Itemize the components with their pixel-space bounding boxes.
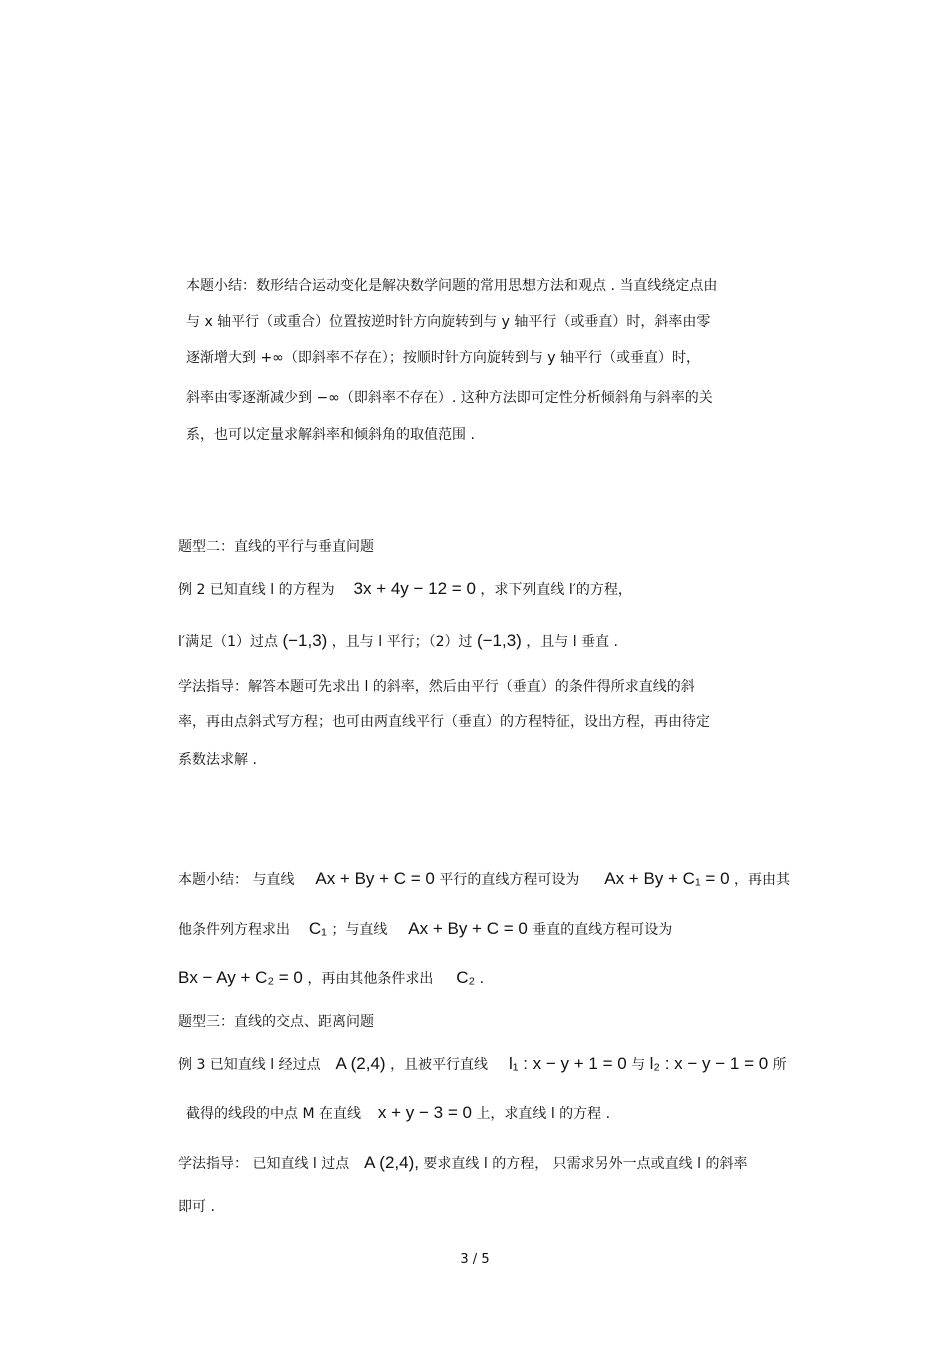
point-a: A (2,4) — [335, 1054, 386, 1073]
summary1-line5: 系，也可以定量求解斜率和倾斜角的取值范围 . — [186, 427, 475, 443]
equation-parallel: Ax + By + C₁ = 0 — [604, 869, 730, 888]
summary2-b2: ；与直线 — [331, 922, 388, 938]
summary2-a2: 平行的直线方程可设为 — [439, 872, 580, 888]
summary2-line1 — [178, 869, 790, 890]
example3-part4: 所 — [772, 1057, 787, 1073]
constant-c1: C₁ — [308, 919, 327, 938]
conditions-part-c: ，且与 l 垂直 . — [526, 634, 618, 650]
summary2-a1: 本题小结： 与直线 — [178, 872, 295, 888]
guide3-point: A (2,4), — [364, 1153, 419, 1172]
example2-equation: 3x + 4y − 12 = 0 — [353, 579, 476, 598]
summary1-line4: 斜率由零逐渐减少到 −∞（即斜率不存在）. 这种方法即可定性分析倾斜角与斜率的关 — [186, 390, 713, 406]
summary1-line1: 本题小结：数形结合运动变化是解决数学问题的常用思想方法和观点 . 当直线绕定点由 — [186, 278, 718, 294]
guide2-line2: 率，再由点斜式写方程；也可由两直线平行（垂直）的方程特征，设出方程，再由待定 — [178, 714, 710, 730]
example3-line1 — [178, 1054, 787, 1075]
summary2-a3: ，再由其 — [733, 872, 790, 888]
example3-part2: ，且被平行直线 — [390, 1057, 489, 1073]
example3-line2 — [186, 1103, 610, 1124]
page-number: 3 / 5 — [460, 1252, 490, 1267]
summary2-line2 — [178, 919, 672, 940]
section2-heading: 题型二：直线的平行与垂直问题 — [178, 539, 374, 555]
example2-line — [178, 579, 632, 600]
guide2-line3: 系数法求解 . — [178, 752, 257, 768]
summary2-b1: 他条件列方程求出 — [178, 922, 290, 938]
summary1-line3: 逐渐增大到 +∞（即斜率不存在）；按顺时针方向旋转到与 y 轴平行（或垂直）时， — [186, 350, 701, 366]
constant-c2: C₂ — [456, 968, 476, 987]
summary2-c4: . — [479, 971, 485, 987]
example2-prefix: 例 2 已知直线 l 的方程为 — [178, 582, 335, 598]
example2-suffix: ，求下列直线 l′的方程， — [480, 582, 632, 598]
equation-perpendicular: Bx − Ay + C₂ = 0 — [178, 968, 303, 987]
equation-m-line: x + y − 3 = 0 — [377, 1103, 472, 1122]
guide3-part-b: 要求直线 l 的方程， 只需求另外一点或直线 l 的斜率 — [423, 1156, 748, 1172]
example3-part3: 与 — [631, 1057, 646, 1073]
summary2-c3: ，再由其他条件求出 — [307, 971, 434, 987]
line-l2: l₂ : x − y − 1 = 0 — [649, 1054, 769, 1073]
equation-general-2: Ax + By + C = 0 — [408, 919, 528, 938]
guide3-line1 — [178, 1153, 747, 1174]
example3-line2-a: 截得的线段的中点 M 在直线 — [186, 1106, 361, 1122]
equation-general: Ax + By + C = 0 — [315, 869, 435, 888]
conditions-part-b: ，且与 l 平行；（2）过 — [331, 634, 473, 650]
point-1: (−1,3) — [282, 631, 328, 650]
example3-line2-b: 上，求直线 l 的方程 . — [476, 1106, 611, 1122]
example3-part1: 例 3 已知直线 l 经过点 — [178, 1057, 321, 1073]
summary1-line2: 与 x 轴平行（或重合）位置按逆时针方向旋转到与 y 轴平行（或垂直）时，斜率由零 — [186, 314, 711, 330]
conditions-part-a: l′满足（1）过点 — [178, 634, 278, 650]
point-2: (−1,3) — [476, 631, 522, 650]
summary2-b3: 垂直的直线方程可设为 — [532, 922, 673, 938]
section3-heading: 题型三：直线的交点、距离问题 — [178, 1014, 374, 1030]
example2-conditions — [178, 631, 618, 652]
guide3-part-a: 学法指导： 已知直线 l 过点 — [178, 1156, 350, 1172]
line-l1: l₁ : x − y + 1 = 0 — [508, 1054, 627, 1073]
guide3-line2: 即可 . — [178, 1199, 215, 1215]
guide2-line1: 学法指导：解答本题可先求出 l 的斜率，然后由平行（垂直）的条件得所求直线的斜 — [178, 679, 695, 695]
summary2-line3 — [178, 968, 484, 989]
